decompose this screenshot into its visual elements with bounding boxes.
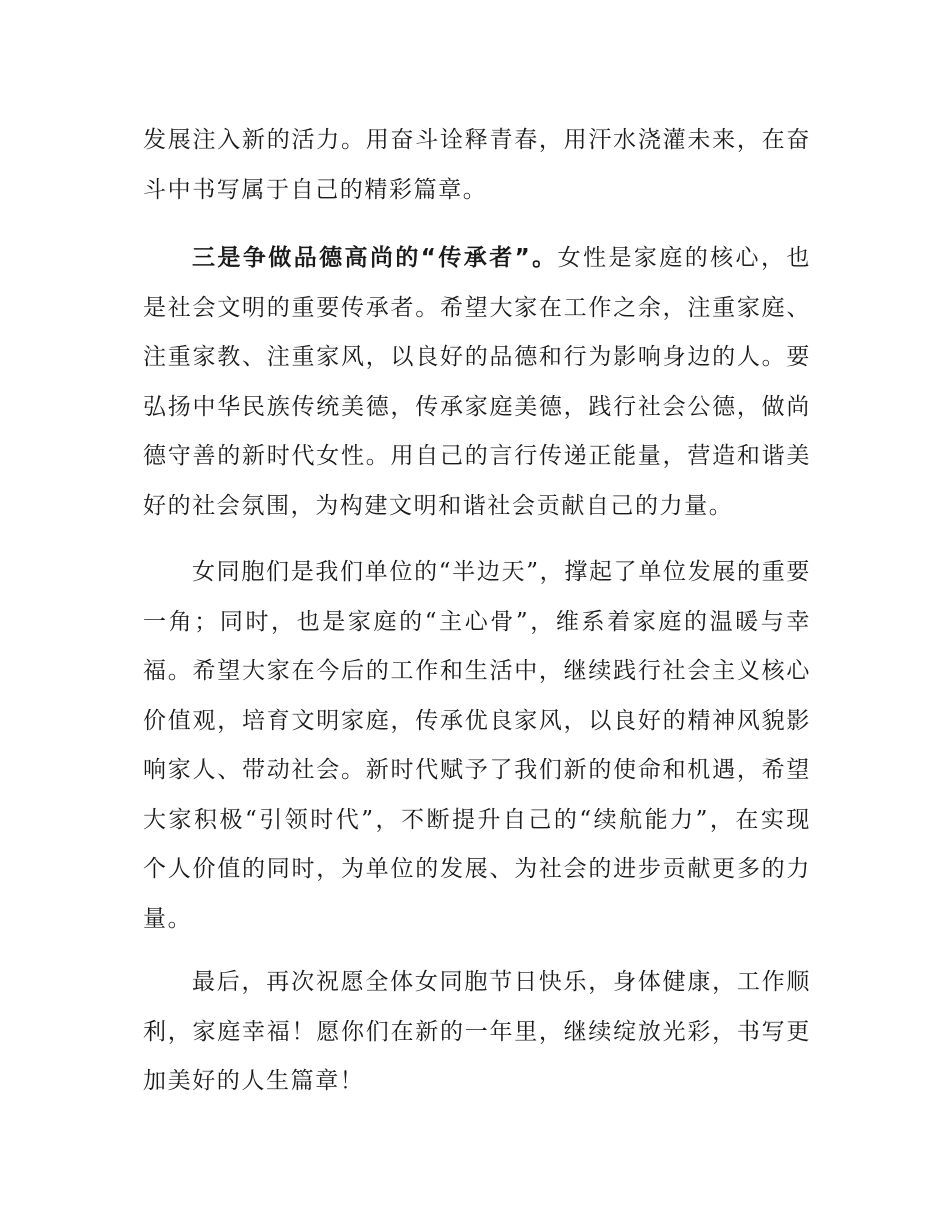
paragraph-text: 女性是家庭的核心，也是社会文明的重要传承者。希望大家在工作之余，注重家庭、注重家教、注重家风，以良好的品德和行为影响身边的人。要弘扬中华民族传统美德，传承家庭美德，践行社会公德，做尚德守善的新时代女性。用自己的言行传递正能量，营造和谐美好的社会氛围，为构建文明和谐社会贡献自己的力量。: [143, 245, 812, 519]
paragraph-half-the-sky: [143, 548, 811, 944]
paragraph-third-point: [143, 234, 811, 531]
paragraph-text: 女同胞们是我们单位的“半边天”，撑起了单位发展的重要一角；同时，也是家庭的“主心骨”，维系着家庭的温暖与幸福。希望大家在今后的工作和生活中，继续践行社会主义核心价值观，培育文明家庭，传承优良家风，以良好的精神风貌影响家人、带动社会。新时代赋予了我们新的使命和机遇，希望大家积极“引领时代”，不断提升自己的“续航能力”，在实现个人价值的同时，为单位的发展、为社会的进步贡献更多的力量。: [143, 559, 811, 932]
paragraph-continuation: [143, 116, 811, 215]
paragraph-lead-heading: 三是争做品德高尚的“传承者”。: [192, 245, 558, 271]
paragraph-text: 最后，再次祝愿全体女同胞节日快乐，身体健康，工作顺利，家庭幸福！愿你们在新的一年里，继续绽放光彩，书写更加美好的人生篇章！: [143, 969, 811, 1094]
paragraph-closing-wishes: [143, 958, 811, 1107]
paragraph-text: 发展注入新的活力。用奋斗诠释青春，用汗水浇灌未来，在奋斗中书写属于自己的精彩篇章。: [143, 127, 811, 203]
